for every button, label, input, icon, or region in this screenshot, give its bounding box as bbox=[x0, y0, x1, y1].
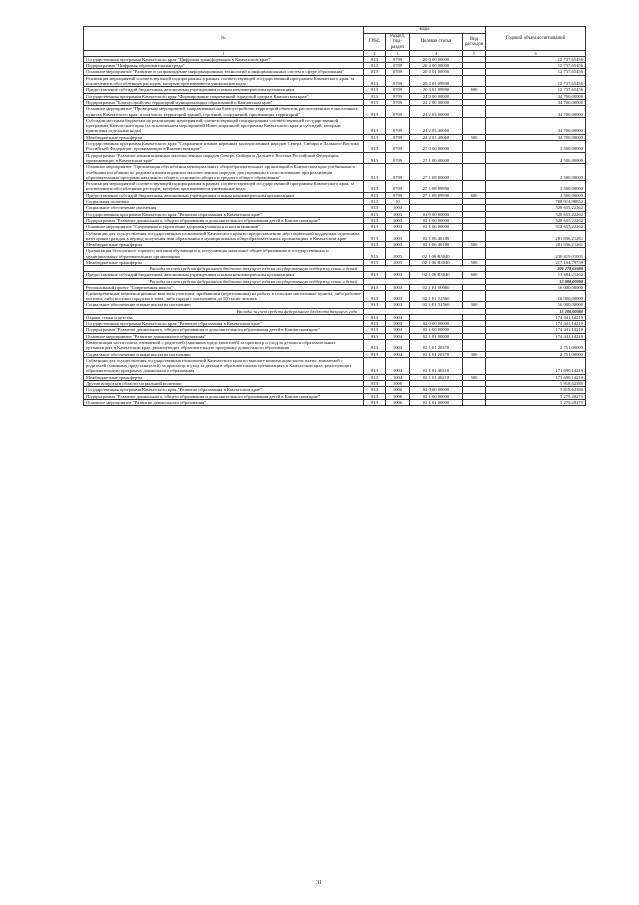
row-sum: 2 751,00000 bbox=[486, 339, 586, 351]
row-sum: 34 700,00000 bbox=[486, 134, 586, 140]
row-grbs: 813 bbox=[364, 230, 386, 242]
row-razdel: 0709 bbox=[386, 56, 410, 62]
row-razdel: 0709 bbox=[386, 181, 410, 193]
row-target-article: 02 1 E1 00000 bbox=[410, 284, 463, 290]
row-expense-type: 600 bbox=[463, 272, 486, 278]
row-razdel: 0709 bbox=[386, 99, 410, 105]
row-sum: 171 690,14210 bbox=[486, 374, 586, 380]
row-grbs: 813 bbox=[364, 393, 386, 399]
row-grbs: 813 bbox=[364, 302, 386, 308]
row-sum: 12 737,65456 bbox=[486, 75, 586, 87]
row-name: Межбюджетные трансферты bbox=[84, 242, 364, 248]
table-row bbox=[84, 117, 586, 134]
row-grbs: 813 bbox=[364, 357, 386, 374]
row-name: Основное мероприятие "Развитие дошкольного образования" bbox=[84, 399, 364, 405]
row-expense-type: 500 bbox=[463, 242, 486, 248]
row-razdel: 0709 bbox=[386, 63, 410, 69]
table-row bbox=[84, 141, 586, 153]
row-expense-type bbox=[463, 164, 486, 181]
row-razdel: 0709 bbox=[386, 69, 410, 75]
row-name: Основное мероприятие "Сохранение и укрепление здоровья учащихся и воспитанников" bbox=[84, 224, 364, 230]
row-grbs: 813 bbox=[364, 181, 386, 193]
row-name: Государственная программа Камчатского края "Развитие образования в Камчатском крае" bbox=[84, 211, 364, 217]
header-codes: коды bbox=[364, 27, 486, 34]
row-sum: 12 737,65456 bbox=[486, 63, 586, 69]
row-razdel: 0709 bbox=[386, 106, 410, 118]
row-target-article: 02 1 E1 52560 bbox=[410, 302, 463, 308]
row-sum: 5 818,62380 bbox=[486, 387, 586, 393]
row-sum: 528 655,22262 bbox=[486, 205, 586, 211]
row-razdel: 1003 bbox=[386, 224, 410, 230]
row-sum: 174 441,14210 bbox=[486, 327, 586, 333]
row-razdel: 1003 bbox=[386, 290, 410, 302]
table-row bbox=[84, 181, 586, 193]
row-target-article: 24 0 00 00000 bbox=[410, 93, 463, 99]
row-razdel: 0709 bbox=[386, 117, 410, 134]
row-expense-type bbox=[463, 339, 486, 351]
row-name: Реализация мероприятий соответствующей подпрограммы в рамках соответствующей государственной программы Камчатского края, за исключением обособленных расходов, которым присваиваются уникальные коды bbox=[84, 75, 364, 87]
row-grbs: 813 bbox=[364, 141, 386, 153]
row-grbs: 813 bbox=[364, 69, 386, 75]
row-grbs: 813 bbox=[364, 205, 386, 211]
header-number: № bbox=[84, 27, 364, 51]
row-grbs: 813 bbox=[364, 314, 386, 320]
row-razdel: 0709 bbox=[386, 87, 410, 93]
row-grbs: 813 bbox=[364, 272, 386, 278]
row-expense-type bbox=[463, 248, 486, 260]
header-razdel: Раздел, под-раздел bbox=[386, 34, 410, 51]
row-grbs: 813 bbox=[364, 75, 386, 87]
row-target-article: 27 0 00 00000 bbox=[410, 141, 463, 153]
row-name: Основное мероприятие "Развитие дошкольного образования" bbox=[84, 333, 364, 339]
row-sum: 12 737,65456 bbox=[486, 56, 586, 62]
row-target-article: 27 1 08 09990 bbox=[410, 181, 463, 193]
row-grbs: 813 bbox=[364, 351, 386, 357]
table-row bbox=[84, 164, 586, 181]
row-razdel: 1003 bbox=[386, 230, 410, 242]
row-sum: 708 914,98852 bbox=[486, 199, 586, 205]
row-sum: 217 134,79739 bbox=[486, 259, 586, 265]
row-name: Социальное обеспечение и иные выплаты населению bbox=[84, 351, 364, 357]
row-sum: 34 700,00000 bbox=[486, 117, 586, 134]
row-razdel: 0709 bbox=[386, 93, 410, 99]
row-name: Другие вопросы в области социальной политики bbox=[84, 381, 364, 387]
row-name: Социальная политика bbox=[84, 199, 364, 205]
row-grbs: 813 bbox=[364, 199, 386, 205]
column-index: 1 bbox=[84, 50, 364, 56]
row-target-article: 02 1 06 40180 bbox=[410, 230, 463, 242]
row-grbs: 813 bbox=[364, 217, 386, 223]
row-expense-type: 500 bbox=[463, 259, 486, 265]
row-grbs: 813 bbox=[364, 333, 386, 339]
row-sum: 2 500,00000 bbox=[486, 181, 586, 193]
row-grbs: 813 bbox=[364, 374, 386, 380]
row-razdel: 1003 bbox=[386, 259, 410, 265]
row-expense-type: 500 bbox=[463, 134, 486, 140]
header-target-article: Целевая статья bbox=[410, 34, 463, 51]
row-sum: 2 500,00000 bbox=[486, 164, 586, 181]
row-razdel: 1003 bbox=[386, 302, 410, 308]
row-razdel: 1003 bbox=[386, 284, 410, 290]
header-annual-volume: Годовой объем ассигнований bbox=[486, 27, 586, 51]
row-target-article: 02 1 01 00000 bbox=[410, 399, 463, 405]
row-razdel: 1003 bbox=[386, 217, 410, 223]
row-target-article: 24 2 00 00000 bbox=[410, 99, 463, 105]
table-row bbox=[84, 230, 586, 242]
row-sum: 174 441,14210 bbox=[486, 333, 586, 339]
column-index: 2 bbox=[364, 50, 386, 56]
table-header bbox=[84, 27, 586, 57]
row-name: Предоставление субсидий бюджетным, автономным учреждениям и иным некоммерческим организациям bbox=[84, 272, 364, 278]
note-sum: 13 000,00000 bbox=[486, 278, 586, 284]
row-grbs: 813 bbox=[364, 224, 386, 230]
row-grbs: 813 bbox=[364, 321, 386, 327]
row-name: Государственная программа Камчатского края "Формирование современной городской среды в Камчатском крае" bbox=[84, 93, 364, 99]
row-expense-type: 300 bbox=[463, 351, 486, 357]
row-name: Подпрограмма "Развитие дошкольного, общего образования и дополнительного образования детей в Камчатском крае" bbox=[84, 217, 364, 223]
row-target-article: 02 0 00 00000 bbox=[410, 321, 463, 327]
row-name: Реализация мероприятий соответствующей подпрограммы в рамках соответствующей государственной программы Камчатского края, за исключением обособленных расходов, которым присваиваются уникальные коды bbox=[84, 181, 364, 193]
row-expense-type bbox=[463, 141, 486, 153]
row-expense-type bbox=[463, 117, 486, 134]
row-target-article: 02 1 06 R3040 bbox=[410, 272, 463, 278]
row-sum: 16 000,00000 bbox=[486, 302, 586, 308]
note-text: Расходы за счет средств федерального бюджета текущего года на государственную поддержку семьи и детей bbox=[84, 266, 364, 272]
row-sum: 16 000,00000 bbox=[486, 284, 586, 290]
row-name: Предоставление субсидий бюджетным, автономным учреждениям и иным некоммерческим организациям bbox=[84, 87, 364, 93]
row-grbs: 813 bbox=[364, 387, 386, 393]
row-name: Межбюджетные трансферты bbox=[84, 259, 364, 265]
table-row bbox=[84, 357, 586, 374]
row-grbs: 813 bbox=[364, 164, 386, 181]
row-razdel: 0709 bbox=[386, 75, 410, 87]
row-grbs: 813 bbox=[364, 56, 386, 62]
row-target-article: 20 4 01 00000 bbox=[410, 69, 463, 75]
row-name: Подпрограмма "Цифровая образовательная среда" bbox=[84, 63, 364, 69]
row-name: Подпрограмма "Благоустройство территорий муниципальных образований в Камчатском крае" bbox=[84, 99, 364, 105]
row-name: Подпрограмма "Развитие языков коренных малочисленных народов Севера, Сибири и Дальнего Востока Российской Федерации, проживающих в Камчатском крае" bbox=[84, 152, 364, 164]
row-grbs: 813 bbox=[364, 248, 386, 260]
row-sum: 2 500,00000 bbox=[486, 152, 586, 164]
row-grbs: 813 bbox=[364, 117, 386, 134]
row-sum: 13 684,21262 bbox=[486, 272, 586, 278]
row-sum: 2 500,00000 bbox=[486, 141, 586, 153]
row-name: Основное мероприятие "Организация обеспечения муниципальных общеобразовательных организаций в Камчатском крае учебниками и учебными пособиями по родным языкам коренных малочисленных народов, допущенными к использованию при реализации образовательных программ начального общего, основного общего и среднего общего образования" bbox=[84, 164, 364, 181]
row-grbs: 813 bbox=[364, 339, 386, 351]
row-razdel: 1003 bbox=[386, 242, 410, 248]
row-target-article: 24 2 03 40060 bbox=[410, 117, 463, 134]
row-sum: 16 000,00000 bbox=[486, 290, 586, 302]
row-name: Субсидии местным бюджетам на реализацию мероприятий соответствующей подпрограммы соответствующей государственной программы Камчатского края (за исключением мероприятий Инвестиционной программы Камчатского края и субсидий, которым присвоены отдельные коды) bbox=[84, 117, 364, 134]
row-target-article: 02 0 00 00000 bbox=[410, 211, 463, 217]
row-expense-type bbox=[463, 75, 486, 87]
row-razdel: 1006 bbox=[386, 399, 410, 405]
row-target-article: 27 1 08 09990 bbox=[410, 192, 463, 198]
column-index: 3 bbox=[386, 50, 410, 56]
row-target-article: 20 4 00 00000 bbox=[410, 63, 463, 69]
row-name: Государственная программа Камчатского края "Сохранение языков коренных малочисленных народов Севера, Сибири и Дальнего Востока Российской Федерации, проживающих в Камчатском крае" bbox=[84, 141, 364, 153]
row-grbs: 813 bbox=[364, 211, 386, 217]
row-razdel: 1004 bbox=[386, 339, 410, 351]
row-target-article: 20 0 00 00000 bbox=[410, 56, 463, 62]
row-name: Основное мероприятие "Проведение мероприятий, направленных на благоустройство территорий объектов, расположенных в населенных пунктах Камчатского края, в том числе территорий зданий, строений, сооружений, прилежащих территорий" bbox=[84, 106, 364, 118]
row-target-article: 02 1 06 40180 bbox=[410, 242, 463, 248]
table-row bbox=[84, 339, 586, 351]
row-razdel: 1004 bbox=[386, 314, 410, 320]
row-sum: 34 700,00000 bbox=[486, 93, 586, 99]
row-expense-type bbox=[463, 152, 486, 164]
header-expense-type: Вид расходов bbox=[463, 34, 486, 51]
row-name: Единовременные компенсационные выплаты учителям, прибывшим (переехавшим) на работу в сельские населенные пункты, либо рабочие поселки, либо поселки городского типа, либо города с населением до 50 тысяч человек bbox=[84, 290, 364, 302]
row-sum: 34 700,00000 bbox=[486, 99, 586, 105]
row-grbs: 813 bbox=[364, 399, 386, 405]
row-razdel: 1006 bbox=[386, 381, 410, 387]
row-razdel: 1003 bbox=[386, 205, 410, 211]
table-row bbox=[84, 152, 586, 164]
column-index: 4 bbox=[410, 50, 463, 56]
row-target-article: 02 1 00 00000 bbox=[410, 327, 463, 333]
row-name: Государственная программа Камчатского края "Развитие образования в Камчатском крае" bbox=[84, 321, 364, 327]
row-target-article: 02 1 01 20370 bbox=[410, 351, 463, 357]
row-grbs: 813 bbox=[364, 242, 386, 248]
row-grbs: 813 bbox=[364, 63, 386, 69]
row-grbs: 813 bbox=[364, 99, 386, 105]
row-grbs: 813 bbox=[364, 327, 386, 333]
row-sum: 528 655,22262 bbox=[486, 217, 586, 223]
row-razdel: 0709 bbox=[386, 164, 410, 181]
table-row bbox=[84, 290, 586, 302]
row-grbs: 813 bbox=[364, 152, 386, 164]
row-target-article: 27 1 00 00000 bbox=[410, 152, 463, 164]
row-name: Субвенции для осуществления государственных полномочий Камчатского края по выплате компенсации части платы, взимаемой с родителей (законных представителей) за присмотр и уход за детьми в образовательных организациях в Камчатском крае, реализующих образовательную программу дошкольного образования bbox=[84, 357, 364, 374]
row-razdel: 1004 bbox=[386, 333, 410, 339]
note-text: Расходы за счет средств федерального бюджета текущего года на государственную поддержку семьи и детей bbox=[84, 278, 364, 284]
row-name: Организация бесплатного горячего питания обучающихся, получающих начальное общее образование в государственных и муниципальных образовательных организациях bbox=[84, 248, 364, 260]
row-razdel: 1004 bbox=[386, 351, 410, 357]
row-grbs: 813 bbox=[364, 284, 386, 290]
row-expense-type bbox=[463, 230, 486, 242]
row-sum: 12 737,65456 bbox=[486, 69, 586, 75]
row-target-article: 02 1 06 00000 bbox=[410, 224, 463, 230]
note-text: Расходы за счет средств федерального бюджета текущего года bbox=[84, 308, 364, 314]
row-name: Региональный проект "Современная школа" bbox=[84, 284, 364, 290]
row-expense-type: 600 bbox=[463, 192, 486, 198]
header-grbs: ГРБС bbox=[364, 34, 386, 51]
row-razdel: 1004 bbox=[386, 327, 410, 333]
row-razdel: 1004 bbox=[386, 321, 410, 327]
row-sum: 5 818,62380 bbox=[486, 381, 586, 387]
row-name: Компенсация части платы, взимаемой с родителей (законных представителей) за присмотр и уход за детьми в образовательных организациях в Камчатском крае, реализующих образовательную программу дошкольного образования bbox=[84, 339, 364, 351]
row-expense-type: 300 bbox=[463, 302, 486, 308]
table-row bbox=[84, 399, 586, 405]
row-grbs: 813 bbox=[364, 259, 386, 265]
row-grbs: 813 bbox=[364, 106, 386, 118]
table-row bbox=[84, 248, 586, 260]
row-razdel: 0709 bbox=[386, 152, 410, 164]
row-grbs: 813 bbox=[364, 192, 386, 198]
row-sum: 171 690,14210 bbox=[486, 357, 586, 374]
row-razdel: 1004 bbox=[386, 374, 410, 380]
row-target-article: 02 1 06 R3040 bbox=[410, 259, 463, 265]
row-razdel: 0709 bbox=[386, 192, 410, 198]
row-name: Государственная программа Камчатского края "Цифровая трансформация в Камчатском крае" bbox=[84, 56, 364, 62]
row-grbs: 813 bbox=[364, 93, 386, 99]
row-razdel: 10 bbox=[386, 199, 410, 205]
row-grbs: 813 bbox=[364, 87, 386, 93]
row-name: Межбюджетные трансферты bbox=[84, 374, 364, 380]
row-razdel: 1003 bbox=[386, 272, 410, 278]
row-target-article: 02 1 01 00000 bbox=[410, 333, 463, 339]
budget-table bbox=[83, 26, 586, 406]
row-sum: 281 836,21261 bbox=[486, 230, 586, 242]
row-target-article: 27 1 08 00000 bbox=[410, 164, 463, 181]
row-expense-type bbox=[463, 290, 486, 302]
row-expense-type bbox=[463, 181, 486, 193]
row-target-article: 02 1 01 40210 bbox=[410, 374, 463, 380]
row-sum: 528 655,22262 bbox=[486, 211, 586, 217]
row-name: Субвенции для осуществления государственных полномочий Камчатского края по предоставлению мер социальной поддержки отдельным категориям граждан в период получения ими образования в муниципальных общеобразовательных организациях в Камчатском крае bbox=[84, 230, 364, 242]
row-razdel: 1006 bbox=[386, 387, 410, 393]
row-target-article: 20 4 01 09990 bbox=[410, 87, 463, 93]
row-razdel: 1006 bbox=[386, 393, 410, 399]
note-sum: 206 278,02600 bbox=[486, 266, 586, 272]
row-sum: 174 441,14210 bbox=[486, 314, 586, 320]
row-target-article: 02 1 00 00000 bbox=[410, 217, 463, 223]
row-name: Социальное обеспечение и иные выплаты населению bbox=[84, 302, 364, 308]
row-sum: 2 500,00000 bbox=[486, 192, 586, 198]
row-name: Предоставление субсидий бюджетным, автономным учреждениям и иным некоммерческим организациям bbox=[84, 192, 364, 198]
row-sum: 5 279,28275 bbox=[486, 393, 586, 399]
row-razdel: 0709 bbox=[386, 141, 410, 153]
row-name: Межбюджетные трансферты bbox=[84, 134, 364, 140]
row-grbs: 813 bbox=[364, 134, 386, 140]
row-name: Государственная программа Камчатского края "Развитие образования в Камчатском крае" bbox=[84, 387, 364, 393]
row-sum: 34 700,00000 bbox=[486, 106, 586, 118]
row-target-article: 24 2 03 00000 bbox=[410, 106, 463, 118]
row-name: Основное мероприятие "Развитие и сопровождение информационных технологий и информационных систем в сфере образования" bbox=[84, 69, 364, 75]
column-index: 5 bbox=[463, 50, 486, 56]
row-grbs: 813 bbox=[364, 381, 386, 387]
row-target-article: 02 1 01 40210 bbox=[410, 357, 463, 374]
row-sum: 12 737,65456 bbox=[486, 87, 586, 93]
row-target-article: 24 2 03 40060 bbox=[410, 134, 463, 140]
row-razdel: 1004 bbox=[386, 357, 410, 374]
table-row bbox=[84, 106, 586, 118]
row-expense-type bbox=[463, 357, 486, 374]
row-razdel: 0709 bbox=[386, 134, 410, 140]
row-name: Охрана семьи и детства bbox=[84, 314, 364, 320]
row-name: Социальное обеспечение населения bbox=[84, 205, 364, 211]
row-expense-type: 500 bbox=[463, 374, 486, 380]
page-number: 31 bbox=[316, 880, 322, 886]
row-razdel: 1003 bbox=[386, 211, 410, 217]
row-sum: 174 441,14210 bbox=[486, 321, 586, 327]
row-expense-type bbox=[463, 106, 486, 118]
row-sum: 512 655,22262 bbox=[486, 224, 586, 230]
row-expense-type bbox=[463, 399, 486, 405]
row-razdel: 1003 bbox=[386, 248, 410, 260]
row-name: Подпрограмма "Развитие дошкольного, общего образования и дополнительного образования детей в Камчатском крае" bbox=[84, 327, 364, 333]
row-expense-type: 600 bbox=[463, 87, 486, 93]
row-sum: 230 819,01001 bbox=[486, 248, 586, 260]
row-grbs: 813 bbox=[364, 290, 386, 302]
row-target-article: 02 1 00 00000 bbox=[410, 393, 463, 399]
row-sum: 5 279,28275 bbox=[486, 399, 586, 405]
row-target-article: 20 4 01 09990 bbox=[410, 75, 463, 87]
table-row bbox=[84, 75, 586, 87]
row-sum: 2 751,00000 bbox=[486, 351, 586, 357]
row-sum: 281 836,21261 bbox=[486, 242, 586, 248]
row-target-article: 02 1 06 R3040 bbox=[410, 248, 463, 260]
row-target-article: 02 0 00 00000 bbox=[410, 387, 463, 393]
row-name: Подпрограмма "Развитие дошкольного, общего образования и дополнительного образования детей в Камчатском крае" bbox=[84, 393, 364, 399]
column-index: 6 bbox=[486, 50, 586, 56]
table-body bbox=[84, 56, 586, 405]
row-target-article: 02 1 01 20370 bbox=[410, 339, 463, 351]
note-sum: 15 200,00000 bbox=[486, 308, 586, 314]
row-target-article: 02 1 E1 52560 bbox=[410, 290, 463, 302]
